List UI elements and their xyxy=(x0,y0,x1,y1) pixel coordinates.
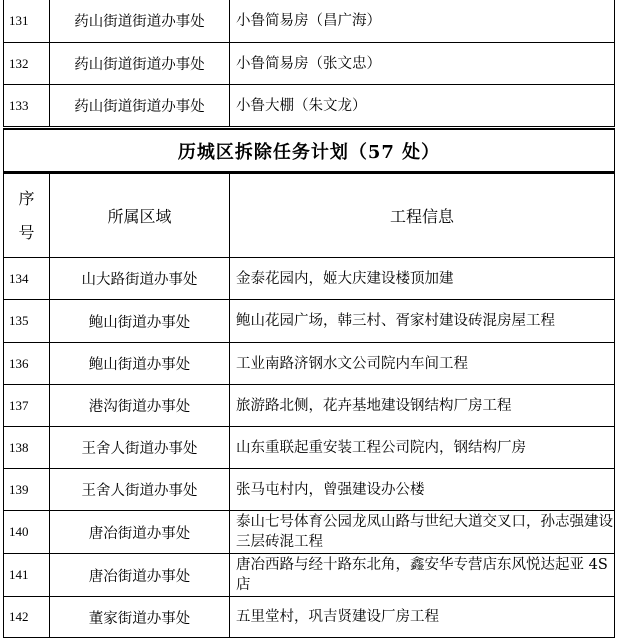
row-info: 金泰花园内，姬大庆建设楼顶加建 xyxy=(230,258,615,300)
row-info: 唐冶西路与经十路东北角，鑫安华专营店东风悦达起亚 4S 店 xyxy=(230,554,615,597)
row-info: 鲍山花园广场，韩三村、胥家村建设砖混房屋工程 xyxy=(230,300,615,343)
row-info: 五里堂村，巩吉贤建设厂房工程 xyxy=(230,597,615,638)
row-info: 山东重联起重安装工程公司院内，钢结构厂房 xyxy=(230,427,615,469)
row-number: 140 xyxy=(4,511,50,554)
table-row xyxy=(4,343,615,385)
row-area: 王舍人街道办事处 xyxy=(50,427,230,469)
row-info: 旅游路北侧，花卉基地建设钢结构厂房工程 xyxy=(230,385,615,427)
table-row xyxy=(4,0,615,43)
table-row xyxy=(4,85,615,127)
table-row xyxy=(4,469,615,511)
section-title: 历城区拆除任务计划（57 处） xyxy=(3,128,615,173)
row-number: 137 xyxy=(4,385,50,427)
row-area: 鲍山街道办事处 xyxy=(50,343,230,385)
table-row xyxy=(4,427,615,469)
row-area: 港沟街道办事处 xyxy=(50,385,230,427)
header-area: 所属区域 xyxy=(50,174,230,258)
row-info: 泰山七号体育公园龙凤山路与世纪大道交叉口，孙志强建设三层砖混工程 xyxy=(230,511,615,554)
table-row xyxy=(4,258,615,300)
row-area: 药山街道街道办事处 xyxy=(50,85,230,127)
row-number: 135 xyxy=(4,300,50,343)
row-area: 山大路街道办事处 xyxy=(50,258,230,300)
row-area: 药山街道街道办事处 xyxy=(50,43,230,85)
header-seq xyxy=(4,174,50,258)
row-info: 小鲁大棚（朱文龙） xyxy=(230,85,615,127)
row-area: 鲍山街道办事处 xyxy=(50,300,230,343)
row-area: 王舍人街道办事处 xyxy=(50,469,230,511)
main-table xyxy=(3,173,615,638)
table-row xyxy=(4,597,615,638)
row-info: 小鲁简易房（昌广海） xyxy=(230,0,615,43)
table-row xyxy=(4,554,615,597)
header-seq-line1: 序 xyxy=(18,188,35,208)
row-area: 董家街道办事处 xyxy=(50,597,230,638)
row-number: 139 xyxy=(4,469,50,511)
row-info: 工业南路济钢水文公司院内车间工程 xyxy=(230,343,615,385)
row-number: 136 xyxy=(4,343,50,385)
header-info: 工程信息 xyxy=(230,174,615,258)
row-number: 142 xyxy=(4,597,50,638)
row-number: 134 xyxy=(4,258,50,300)
row-info: 张马屯村内，曾强建设办公楼 xyxy=(230,469,615,511)
table-row xyxy=(4,511,615,554)
table-row xyxy=(4,385,615,427)
row-info: 小鲁简易房（张文忠） xyxy=(230,43,615,85)
row-number: 133 xyxy=(4,85,50,127)
row-number: 138 xyxy=(4,427,50,469)
row-area: 药山街道街道办事处 xyxy=(50,0,230,43)
top-table xyxy=(3,0,615,127)
row-area: 唐冶街道办事处 xyxy=(50,511,230,554)
row-number: 131 xyxy=(4,0,50,43)
row-area: 唐冶街道办事处 xyxy=(50,554,230,597)
row-number: 141 xyxy=(4,554,50,597)
row-number: 132 xyxy=(4,43,50,85)
header-seq-line2: 号 xyxy=(18,222,35,242)
table-row xyxy=(4,43,615,85)
table-header-row xyxy=(4,174,615,258)
table-row xyxy=(4,300,615,343)
